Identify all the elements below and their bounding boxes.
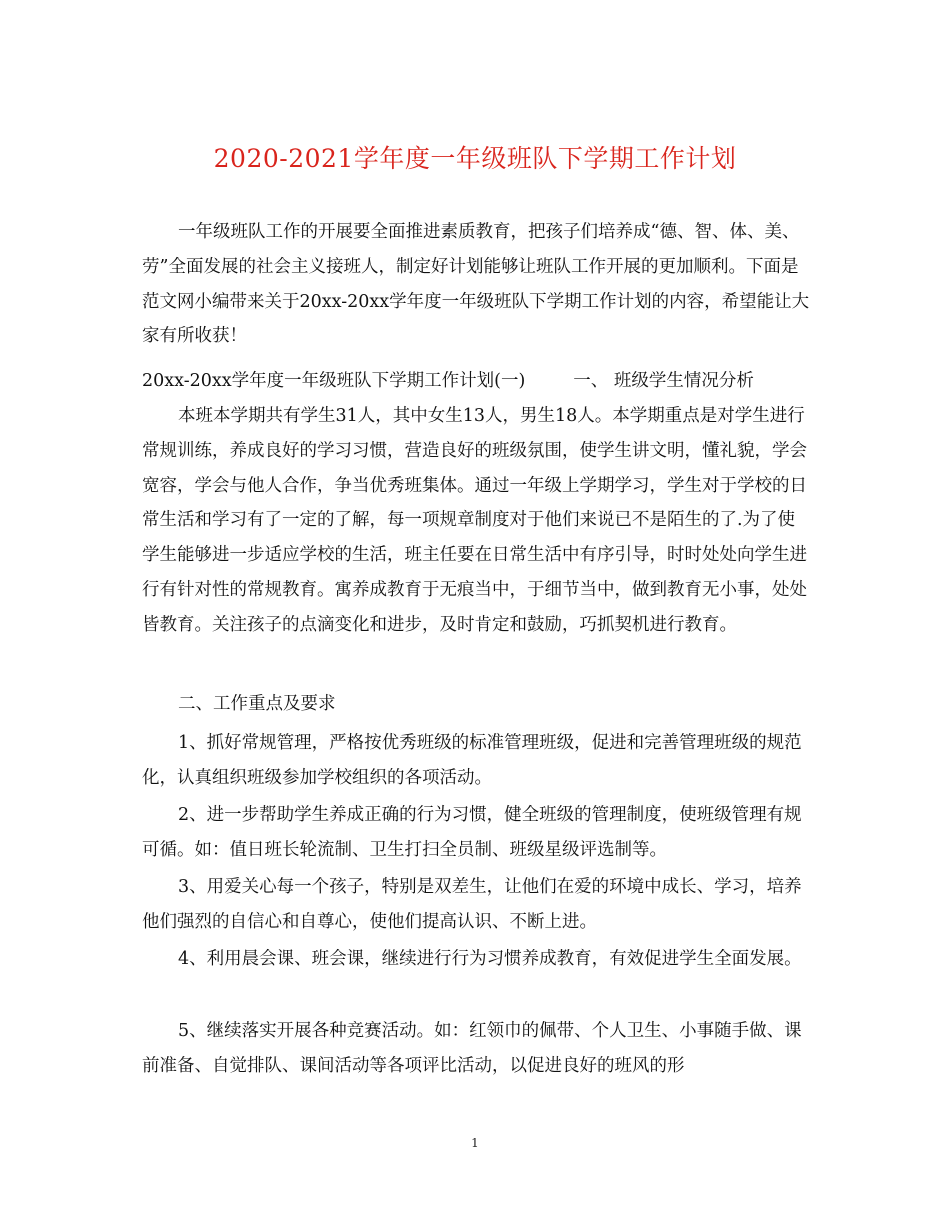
plan-subtitle: 20xx-20xx学年度一年级班队下学期工作计划(一) xyxy=(142,371,526,391)
list-item: 4、利用晨会课、班会课，继续进行行为习惯养成教育，有效促进学生全面发展。 xyxy=(178,949,802,969)
list-item: 1、抓好常规管理，严格按优秀班级的标准管理班级，促进和完善管理班级的规范化，认真组织班级参加学校组织的各项活动。 xyxy=(142,733,802,788)
list-item: 5、继续落实开展各种竞赛活动。如：红领巾的佩带、个人卫生、小事随手做、课前准备、自觉排队、课间活动等各项评比活动，以促进良好的班风的形 xyxy=(142,1021,802,1076)
analysis-paragraph: 本班本学期共有学生31人，其中女生13人，男生18人。本学期重点是对学生进行常规训练，养成良好的学习习惯，营造良好的班级氛围，使学生讲文明，懂礼貌，学会宽容，学会与他人合作，争当优秀班集体。通过一年级上学期学习，学生对于学校的日常生活和学习有了一定的了解，每一项规章制度对于他们来说已不是陌生的了.为了使学生能够进一步适应学校的生活，班主任要在日常生活中有序引导，时时处处向学生进行有针对性的常规教育。寓养成教育于无痕当中，于细节当中，做到教育无小事，处处皆教育。关注孩子的点滴变化和进步，及时肯定和鼓励，巧抓契机进行教育。 xyxy=(142,406,807,635)
document-title: 2020-2021学年度一年级班队下学期工作计划 xyxy=(213,144,737,173)
section-two-heading: 二、工作重点及要求 xyxy=(178,694,336,714)
page-number: 1 xyxy=(471,1136,479,1150)
list-item: 3、用爱关心每一个孩子，特别是双差生，让他们在爱的环境中成长、学习，培养他们强烈的自信心和自尊心，使他们提高认识、不断上进。 xyxy=(142,877,802,932)
section-one-heading: 一、 班级学生情况分析 xyxy=(573,371,754,391)
intro-paragraph: 一年级班队工作的开展要全面推进素质教育，把孩子们培养成“德、智、体、美、劳”全面发展的社会主义接班人，制定好计划能够让班队工作开展的更加顺利。下面是范文网小编带来关于20xx-20xx学年度一年级班队下学期工作计划的内容，希望能让大家有所收获！ xyxy=(142,222,810,347)
list-item: 2、进一步帮助学生养成正确的行为习惯，健全班级的管理制度，使班级管理有规可循。如：值日班长轮流制、卫生打扫全员制、班级星级评选制等。 xyxy=(142,805,802,860)
section-heading-line xyxy=(142,364,822,399)
